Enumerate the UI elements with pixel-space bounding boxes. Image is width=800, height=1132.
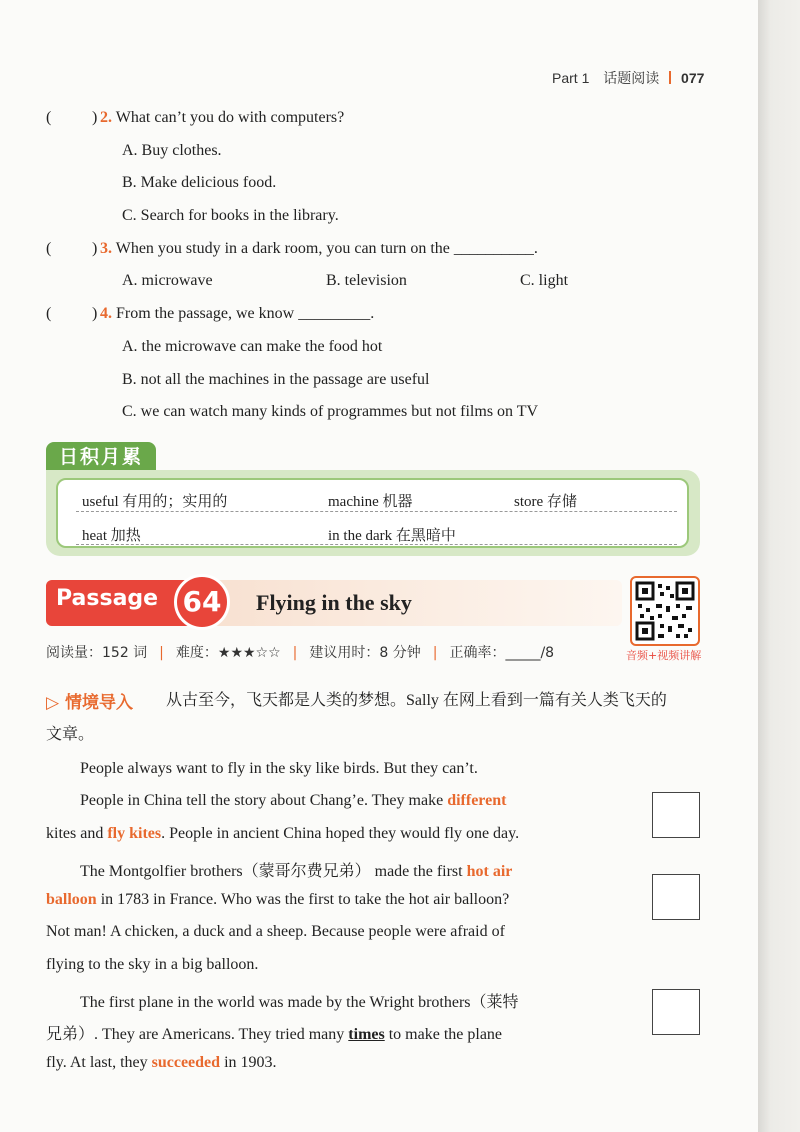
intro-line-2: 文章。	[46, 726, 95, 743]
vocab-item: in the dark 在黑暗中	[328, 528, 456, 544]
vocab-item: heat 加热	[82, 528, 141, 544]
vocab-title: 日积月累	[46, 442, 156, 472]
vocab-item: machine 机器	[328, 494, 413, 510]
option: A. microwave	[122, 272, 213, 289]
answer-paren-right: )	[92, 240, 98, 257]
difficulty-label: 难度：	[175, 645, 218, 661]
passage-paragraph-4-line-2: 兄弟）. They are Americans. They tried many times to make the plane	[46, 1026, 503, 1043]
header-page-number: 077	[681, 70, 705, 86]
passage-paragraph-3-line-2: balloon in 1783 in France. Who was the first to take the hot air balloon?	[46, 891, 510, 908]
intro-tag	[46, 688, 133, 713]
answer-box[interactable]	[652, 792, 700, 838]
question-text: What can’t you do with computers?	[115, 109, 345, 126]
suggested-time: 建议用时：8 分钟	[309, 645, 421, 661]
question-number: 2.	[100, 109, 112, 126]
answer-paren-left[interactable]: (	[46, 240, 52, 257]
vocab-inner	[56, 478, 689, 548]
qr-code[interactable]	[630, 576, 700, 646]
question-text: When you study in a dark room, you can turn on the __________.	[115, 240, 538, 257]
vocab-item: store 存储	[514, 494, 577, 510]
vocab-divider	[76, 511, 677, 512]
vocab-box	[46, 470, 700, 556]
vocab-item: useful 有用的；实用的	[82, 494, 228, 510]
difficulty-stars: ★★★☆☆	[217, 645, 281, 661]
answer-box[interactable]	[652, 874, 700, 920]
answer-paren-left[interactable]: (	[46, 305, 52, 322]
triangle-icon: ▷	[46, 693, 60, 713]
passage-paragraph-3-line-3: Not man! A chicken, a duck and a sheep. Because people were afraid of	[46, 923, 505, 940]
answer-paren-right: )	[92, 109, 98, 126]
passage-paragraph-2-line-1: People in China tell the story about Chang’e. They make different	[80, 792, 507, 809]
option: C. we can watch many kinds of programmes but not films on TV	[122, 403, 539, 420]
passage-paragraph-3-line-4: flying to the sky in a big balloon.	[46, 956, 259, 973]
option: A. the microwave can make the food hot	[122, 338, 383, 355]
word-count: 阅读量：152 词	[46, 645, 148, 661]
option: B. Make delicious food.	[122, 174, 277, 191]
highlight-word: different	[447, 792, 507, 809]
highlight-word: succeeded	[151, 1054, 221, 1071]
answer-box[interactable]	[652, 989, 700, 1035]
page-header	[552, 68, 704, 88]
qr-code-icon	[632, 578, 698, 644]
qr-caption: 音频+视频讲解	[626, 649, 702, 662]
header-section: 话题阅读	[603, 70, 660, 86]
option: B. not all the machines in the passage are useful	[122, 371, 430, 388]
passage-paragraph-2-line-2: kites and fly kites. People in ancient China hoped they would fly one day.	[46, 825, 520, 842]
passage-meta: 阅读量：152 词 | 难度：★★★☆☆ | 建议用时：8 分钟 | 正确率：_____/8	[46, 645, 555, 661]
question-number: 4.	[100, 305, 112, 322]
highlight-word: balloon	[46, 891, 97, 908]
option: A. Buy clothes.	[122, 142, 222, 159]
option: C. light	[520, 272, 569, 289]
passage-label: Passage	[56, 586, 159, 611]
passage-paragraph-4-line-3: fly. At last, they succeeded in 1903.	[46, 1054, 277, 1071]
underlined-word: times	[348, 1026, 385, 1043]
option: B. television	[326, 272, 407, 289]
passage-title: Flying in the sky	[256, 590, 412, 615]
intro-tag-label: 情境导入	[65, 693, 133, 713]
header-divider	[669, 71, 671, 84]
intro-line-1: 从古至今，飞天都是人类的梦想。Sally 在网上看到一篇有关人类飞天的	[166, 692, 667, 709]
highlight-word: fly kites	[107, 825, 162, 842]
answer-paren-right: )	[92, 305, 98, 322]
question-text: From the passage, we know _________.	[116, 305, 375, 322]
passage-paragraph-3-line-1: The Montgolfier brothers（蒙哥尔费兄弟） made the first hot air	[80, 863, 513, 880]
page-edge	[758, 0, 800, 1132]
option: C. Search for books in the library.	[122, 207, 339, 224]
passage-number: 64	[174, 574, 230, 630]
header-part: Part 1	[552, 70, 590, 86]
accuracy: 正确率：_____/8	[449, 645, 555, 661]
passage-paragraph-4-line-1: The first plane in the world was made by the Wright brothers（莱特	[80, 994, 519, 1011]
answer-paren-left[interactable]: (	[46, 109, 52, 126]
highlight-word: hot air	[466, 863, 513, 880]
passage-paragraph-1: People always want to fly in the sky like birds. But they can’t.	[80, 760, 478, 777]
question-number: 3.	[100, 240, 112, 257]
